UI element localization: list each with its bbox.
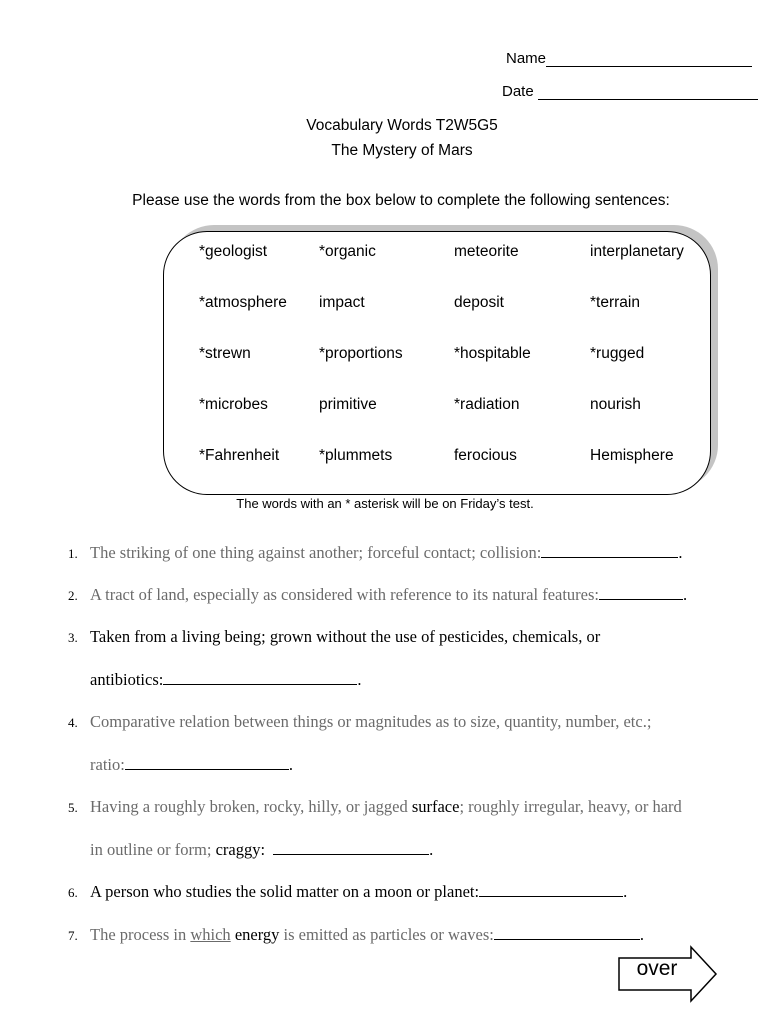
question-3 <box>68 627 600 647</box>
word-item: *hospitable <box>454 345 531 362</box>
question-text: A person who studies the solid matter on a moon or planet: <box>90 882 480 901</box>
question-text-cont: antibiotics: <box>90 670 164 689</box>
word-item: *Fahrenheit <box>199 447 280 464</box>
page-subtitle: The Mystery of Mars <box>331 142 473 159</box>
question-5 <box>68 797 682 817</box>
question-number: 1. <box>68 546 78 561</box>
date-field[interactable] <box>502 83 758 100</box>
answer-blank[interactable] <box>541 543 678 558</box>
question-end: . <box>639 925 644 944</box>
question-1 <box>68 543 682 563</box>
word-item: deposit <box>454 294 504 311</box>
word-item: *microbes <box>199 396 268 413</box>
question-text: is emitted as particles or waves: <box>279 925 494 944</box>
question-2 <box>68 585 687 605</box>
word-item: interplanetary <box>590 243 684 260</box>
word-item: *rugged <box>590 345 645 362</box>
question-4 <box>68 712 651 732</box>
question-end: . <box>288 755 293 774</box>
word-item: nourish <box>590 396 641 413</box>
question-number: 2. <box>68 588 78 603</box>
question-end: . <box>429 840 434 859</box>
name-blank[interactable] <box>546 52 752 67</box>
answer-blank[interactable] <box>599 585 683 600</box>
word-item: *atmosphere <box>199 294 287 311</box>
question-end: . <box>357 670 362 689</box>
name-field[interactable] <box>506 50 752 67</box>
question-text-cont: in outline or form; <box>90 840 216 859</box>
question-text: The process in <box>90 925 191 944</box>
word-item: *strewn <box>199 345 251 362</box>
word-item: *proportions <box>319 345 403 362</box>
over-label: over <box>636 957 678 980</box>
question-3-continued <box>90 670 361 690</box>
asterisk-note: The words with an * asterisk will be on Friday’s test. <box>236 496 534 511</box>
question-text: Taken from a living being; grown without the use of pesticides, chemicals, or <box>90 627 601 646</box>
question-text: Having a roughly broken, rocky, hilly, or jagged <box>90 797 412 816</box>
word-item: impact <box>319 294 365 311</box>
answer-blank[interactable] <box>479 882 623 897</box>
question-number: 3. <box>68 630 78 645</box>
question-number: 7. <box>68 928 78 943</box>
word-item: meteorite <box>454 243 519 260</box>
word-item: *terrain <box>590 294 640 311</box>
question-text-emphasis: surface <box>411 797 460 816</box>
question-end: . <box>683 585 688 604</box>
word-box <box>163 231 711 495</box>
word-item: ferocious <box>454 447 517 464</box>
answer-blank[interactable] <box>494 925 640 940</box>
question-5-continued <box>90 840 433 860</box>
word-item: primitive <box>319 396 377 413</box>
word-item: Hemisphere <box>590 447 674 464</box>
question-4-continued <box>90 755 293 775</box>
question-text: ; roughly irregular, heavy, or hard <box>459 797 682 816</box>
word-item: *geologist <box>199 243 268 260</box>
question-number: 4. <box>68 715 78 730</box>
question-text-emphasis: energy <box>234 925 280 944</box>
question-text-emphasis: craggy: <box>215 840 266 859</box>
instructions: Please use the words from the box below to complete the following sentences: <box>132 192 670 209</box>
answer-blank[interactable] <box>125 755 289 770</box>
question-7 <box>68 925 644 945</box>
word-item: *organic <box>319 243 376 260</box>
question-text: Comparative relation between things or magnitudes as to size, quantity, number, etc.; <box>90 712 652 731</box>
question-text-cont: ratio: <box>90 755 125 774</box>
question-number: 5. <box>68 800 78 815</box>
question-end: . <box>678 543 683 562</box>
answer-blank[interactable] <box>273 840 429 855</box>
date-blank[interactable] <box>538 85 758 100</box>
word-item: *radiation <box>454 396 520 413</box>
page-title: Vocabulary Words T2W5G5 <box>306 117 498 134</box>
question-text: A tract of land, especially as considered with reference to its natural features: <box>90 585 599 604</box>
question-6 <box>68 882 627 902</box>
question-end: . <box>623 882 628 901</box>
date-label: Date <box>502 83 534 100</box>
question-text-underlined: which <box>190 925 231 944</box>
question-text: The striking of one thing against another; forceful contact; collision: <box>90 543 542 562</box>
question-number: 6. <box>68 885 78 900</box>
word-item: *plummets <box>319 447 393 464</box>
name-label: Name <box>506 50 547 67</box>
answer-blank[interactable] <box>163 670 357 685</box>
